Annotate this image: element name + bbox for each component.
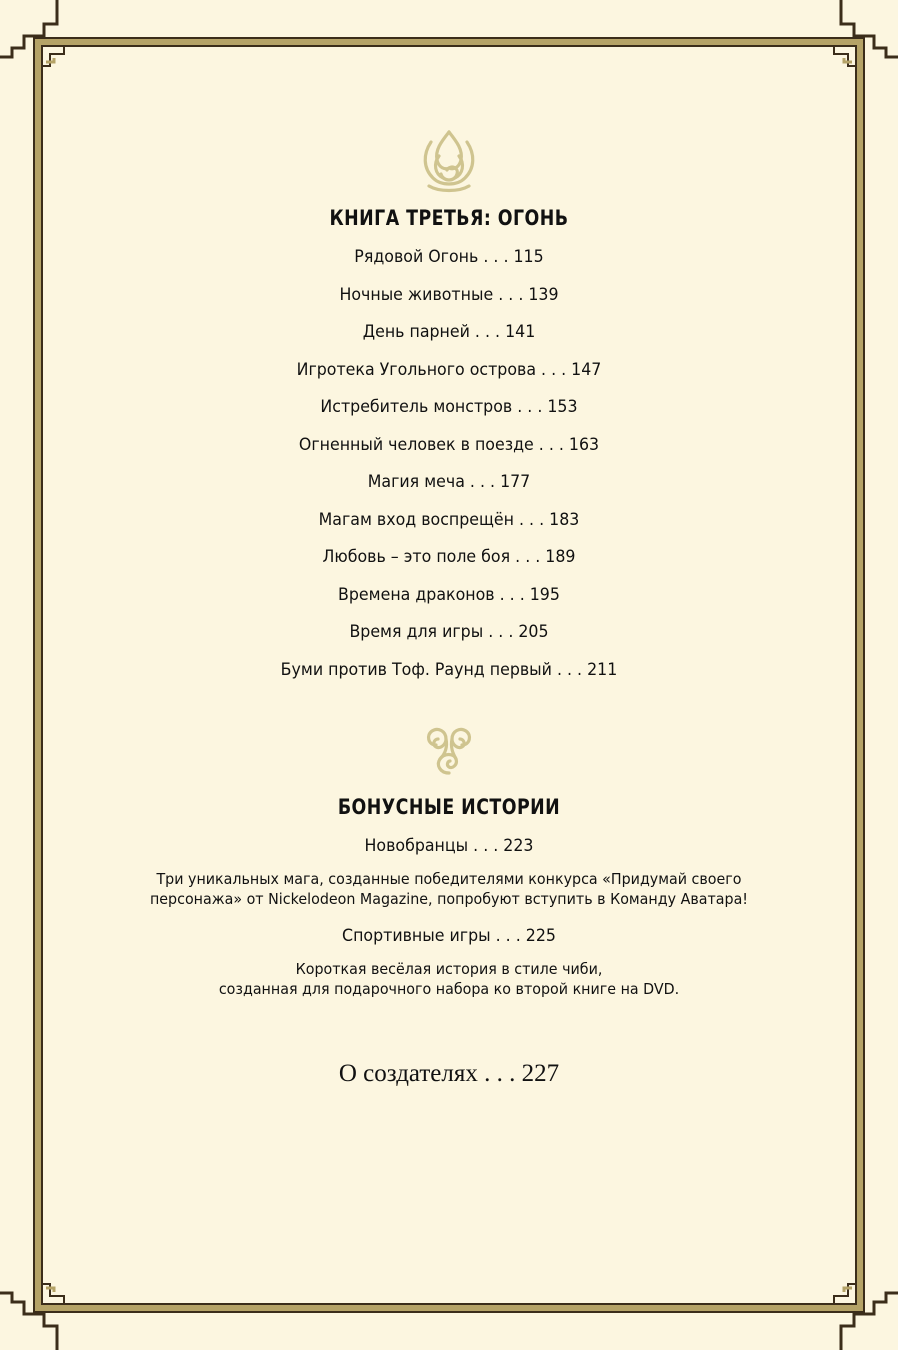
description-line: персонажа» от Nickelodeon Magazine, попробуют вступить в Команду Аватара! <box>149 890 749 908</box>
fire-nation-emblem-icon <box>0 128 898 198</box>
bonus-story-description <box>128 959 770 999</box>
bonus-story-title: Спортивные игры . . . 225 <box>342 926 556 946</box>
toc-entry: Рядовой Огонь . . . 115 <box>354 247 544 267</box>
toc-entry: Любовь – это поле боя . . . 189 <box>322 547 576 567</box>
bonus-story-title: Новобранцы . . . 223 <box>364 836 534 856</box>
toc-entry: Магам вход воспрещён . . . 183 <box>318 510 580 530</box>
toc-entry: Буми против Тоф. Раунд первый . . . 211 <box>280 660 618 680</box>
toc-entry: День парней . . . 141 <box>362 322 536 342</box>
about-creators-entry: О создателях . . . 227 <box>338 1060 560 1087</box>
air-nomad-emblem-icon <box>0 725 898 781</box>
toc-entry: Время для игры . . . 205 <box>349 622 549 642</box>
toc-entry: Огненный человек в поезде . . . 163 <box>298 435 600 455</box>
description-line: созданная для подарочного набора ко второй книге на DVD. <box>218 980 680 998</box>
description-line: Короткая весёлая история в стиле чиби, <box>295 960 603 978</box>
toc-entry: Истребитель монстров . . . 153 <box>320 397 578 417</box>
description-line: Три уникальных мага, созданные победителями конкурса «Придумай своего <box>156 870 742 888</box>
section-heading-bonus: БОНУСНЫЕ ИСТОРИИ <box>337 795 561 819</box>
bonus-story-description <box>128 869 770 909</box>
toc-entry: Игротека Угольного острова . . . 147 <box>296 360 602 380</box>
toc-entry: Ночные животные . . . 139 <box>339 285 559 305</box>
toc-entry: Времена драконов . . . 195 <box>338 585 560 605</box>
toc-entry: Магия меча . . . 177 <box>367 472 531 492</box>
section-heading-book-three: КНИГА ТРЕТЬЯ: ОГОНЬ <box>329 206 569 230</box>
